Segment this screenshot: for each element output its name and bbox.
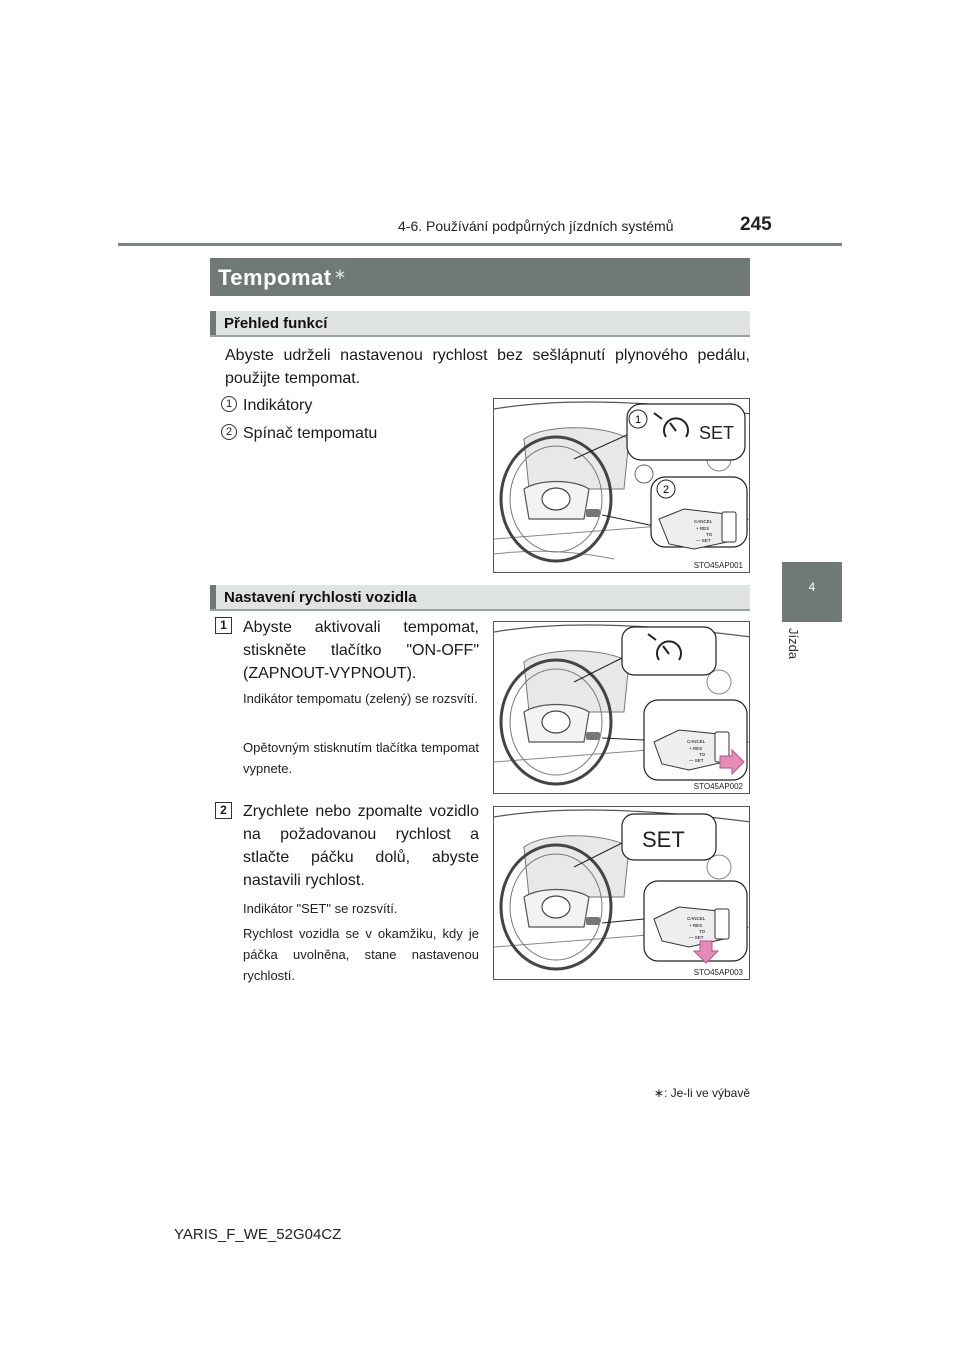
figure-overview-code: STO45AP001 [693,561,743,570]
figure-step-2-code: STO45AP003 [693,968,743,977]
figure-step-2-illustration [494,807,750,980]
switch-label-res: + RES [689,923,703,928]
speed-setting-heading: Nastavení rychlosti vozidla [224,589,417,606]
item-marker-1: 1 [221,396,237,412]
figure-overview-callout-2: 2 [662,484,670,496]
switch-label-to: TO [699,929,706,934]
step-1-note-2: Opětovným stisknutím tlačítka tempomat vypnete. [243,740,479,776]
heading-accent [210,311,216,335]
figure-overview [493,398,750,573]
switch-label-cancel: CANCEL [687,916,706,921]
step-marker-2: 2 [215,802,232,819]
figure-overview-callout-1: 1 [634,414,642,426]
footnote-star-icon: ∗ [333,266,347,283]
section-title-bar [210,258,750,296]
step-marker-1: 1 [215,617,232,634]
equipment-footnote: ∗: Je-li ve výbavě [653,1086,750,1100]
figure-step-2 [493,806,750,980]
chapter-tab-number: 4 [808,580,816,594]
heading-accent [210,585,216,609]
switch-label-res: + RES [689,746,703,751]
switch-label-set: — SET [689,758,704,763]
figure-step-1 [493,621,750,794]
overview-intro: Abyste udrželi nastavenou rychlost bez sešlápnutí plynového pedálu, použijte tempomat. [225,347,750,387]
switch-label-set: — SET [689,935,704,940]
figure-step-1-illustration [494,622,750,794]
switch-label-res: + RES [696,526,710,531]
cruise-switch-lever-icon [659,509,736,549]
chapter-tab[interactable] [782,562,842,622]
section-title [218,265,347,291]
page-number: 245 [740,214,772,235]
item-label-indicators: Indikátory [243,397,313,414]
header-rule [118,243,842,246]
step-2-text: Zrychlete nebo zpomalte vozidlo na požadovanou rychlost a stlačte páčku dolů, abyste nastavili rychlost. [243,803,479,889]
switch-label-to: TO [699,752,706,757]
figure-overview-set-text: SET [699,423,735,443]
figure-step-2-set-text: SET [642,827,685,852]
switch-label-to: TO [706,532,713,537]
item-label-switch: Spínač tempomatu [243,425,378,442]
overview-heading-bar [210,311,750,337]
section-title-text: Tempomat [218,265,332,290]
step-1-text: Abyste aktivovali tempomat, stiskněte tlačítko "ON-OFF" (ZAPNOUT-VYPNOUT). [243,619,479,682]
switch-label-cancel: CANCEL [687,739,706,744]
figure-step-1-code: STO45AP002 [693,782,743,791]
step-2-note-2: Rychlost vozidla se v okamžiku, kdy je páčka uvolněna, stane nastavenou rychlostí. [243,926,479,983]
overview-heading: Přehled funkcí [224,315,328,332]
header-section-title: 4-6. Používání podpůrných jízdních systémů [398,218,674,234]
switch-label-set: — SET [696,538,711,543]
switch-label-cancel: CANCEL [694,519,713,524]
document-code: YARIS_F_WE_52G04CZ [174,1226,342,1243]
speed-setting-heading-bar [210,585,750,611]
step-1-note-1: Indikátor tempomatu (zelený) se rozsvítí. [243,691,478,706]
figure-overview-illustration [494,399,750,573]
step-2-note-1: Indikátor "SET" se rozsvítí. [243,901,398,916]
chapter-label-text: Jízda [786,628,801,660]
chapter-label [785,628,805,688]
item-marker-2: 2 [221,424,237,440]
